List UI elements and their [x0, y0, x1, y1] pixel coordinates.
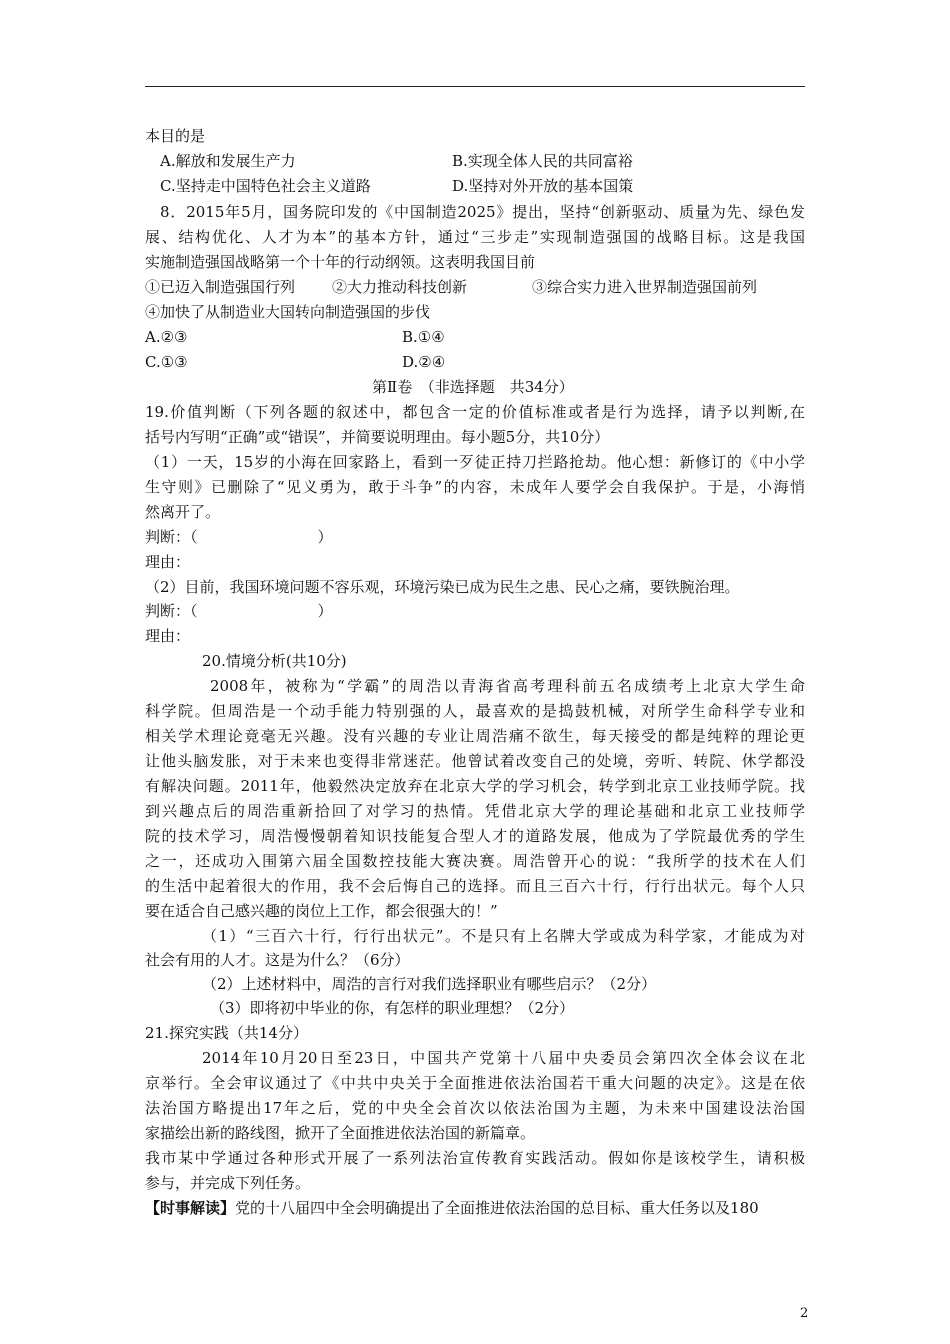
- q7-option-c: C.坚持走中国特色社会主义道路: [160, 177, 371, 195]
- q19-2-judge: [145, 604, 333, 619]
- q19-line-2: 括号内写明“正确”或“错误”，并简要说明理由。每小题5分，共10分）: [145, 428, 610, 446]
- q20-line-5: 有解决问题。2011年，他毅然决定放弃在北京大学的学习机会，转学到北京工业技师学院。找: [145, 777, 805, 795]
- current-affairs-tag: 【时事解读】: [145, 1199, 236, 1217]
- page-number: 2: [800, 1306, 809, 1321]
- q20-line-9: 的生活中起着很大的作用，我不会后悔自己的选择。而且三百六十行，行行出状元。每个人只: [145, 877, 805, 895]
- q21-p2-line-2: 参与，并完成下列任务。: [145, 1174, 311, 1192]
- q8-option-d: D.②④: [402, 353, 446, 371]
- q8-option-a: A.②③: [145, 328, 188, 346]
- q19-2-reason: 理由：: [145, 627, 191, 645]
- q20-line-10: 要在适合自己感兴趣的岗位上工作，都会很强大的！”: [145, 902, 498, 920]
- q19-p1-line-1: （1）一天，15岁的小海在回家路上，看到一歹徒正持刀拦路抢劫。他心想：新修订的《中小学: [145, 453, 805, 471]
- q20-sub3: （3）即将初中毕业的你，有怎样的职业理想？（2分）: [210, 999, 575, 1017]
- q20-sub1-line-2: 社会有用的人才。这是为什么？（6分）: [145, 951, 410, 969]
- judge-label: 判断：（: [145, 528, 198, 546]
- q8-item-3: ③综合实力进入世界制造强国前列: [532, 278, 758, 296]
- header-rule: [145, 86, 805, 87]
- q7-tail: 本目的是: [145, 127, 206, 145]
- q19-p1-line-2: 生守则》已删除了“见义勇为，敢于斗争”的内容，未成年人要学会自我保护。于是，小海悄: [145, 478, 805, 496]
- q7-option-d: D.坚持对外开放的基本国策: [452, 177, 634, 195]
- q21-line-1: 2014年10月20日至23日，中国共产党第十八届中央委员会第四次全体会议在北: [202, 1049, 805, 1067]
- q19-p1-line-3: 然离开了。: [145, 503, 221, 521]
- q20-line-6: 到兴趣点后的周浩重新拾回了对学习的热情。凭借北京大学的理论基础和北京工业技师学: [145, 802, 805, 820]
- q19-line-1: 19.价值判断（下列各题的叙述中，都包含一定的价值标准或者是行为选择，请予以判断,在: [145, 403, 805, 421]
- q8-line-2: 展、结构优化、人才为本”的基本方针，通过“三步走”实现制造强国的战略目标。这是我国: [145, 228, 805, 246]
- q8-item-2: ②大力推动科技创新: [332, 278, 468, 296]
- q21-line-2: 京举行。全会审议通过了《中共中央关于全面推进依法治国若干重大问题的决定》。这是在依: [145, 1074, 805, 1092]
- current-affairs-text: 党的十八届四中全会明确提出了全面推进依法治国的总目标、重大任务以及180: [235, 1199, 759, 1217]
- q20-line-4: 让他头脑发胀，对于未来也变得非常迷茫。他曾试着改变自己的处境，旁听、转院、休学都没: [145, 752, 805, 770]
- judge-close: ）: [317, 602, 333, 620]
- q20-line-7: 院的技术学习，周浩慢慢朝着知识技能复合型人才的道路发展，他成为了学院最优秀的学生: [145, 827, 805, 845]
- q21-p2-line-1: 我市某中学通过各种形式开展了一系列法治宣传教育实践活动。假如你是该校学生，请积极: [145, 1149, 805, 1167]
- q20-title: 20.情境分析(共10分): [202, 652, 347, 670]
- section2-title: 第Ⅱ卷 （非选择题 共34分）: [372, 378, 574, 396]
- q21-line-3: 法治国方略提出17年之后，党的中央全会首次以依法治国为主题，为未来中国建设法治国: [145, 1099, 805, 1117]
- q8-line-1: 8．2015年5月，国务院印发的《中国制造2025》提出，坚持“创新驱动、质量为先、绿色发: [160, 203, 805, 221]
- q7-option-b: B.实现全体人民的共同富裕: [452, 152, 633, 170]
- q20-line-8: 之一，还成功入围第六届全国数控技能大赛决赛。周浩曾开心的说：“我所学的技术在人们: [145, 852, 805, 870]
- q20-sub1-line-1: （1）“三百六十行，行行出状元”。不是只有上名牌大学或成为科学家，才能成为对: [202, 927, 805, 945]
- q19-1-judge: [145, 530, 333, 545]
- q8-item-4: ④加快了从制造业大国转向制造强国的步伐: [145, 303, 431, 321]
- judge-close: ）: [317, 528, 333, 546]
- q19-p2: （2）目前，我国环境问题不容乐观，环境污染已成为民生之患、民心之痛，要铁腕治理。: [145, 578, 740, 596]
- q8-option-b: B.①④: [402, 328, 445, 346]
- q8-item-1: ①已迈入制造强国行列: [145, 278, 296, 296]
- q7-option-a: A.解放和发展生产力: [160, 152, 296, 170]
- q19-1-reason: 理由：: [145, 553, 191, 571]
- q20-line-3: 相关学术理论竟毫无兴趣。没有兴趣的专业让周浩痛不欲生，每天接受的都是纯粹的理论更: [145, 727, 805, 745]
- q8-option-c: C.①③: [145, 353, 188, 371]
- q20-sub2: （2）上述材料中，周浩的言行对我们选择职业有哪些启示？（2分）: [202, 975, 657, 993]
- q21-line-4: 家描绘出新的路线图，掀开了全面推进依法治国的新篇章。: [145, 1124, 536, 1142]
- q20-line-1: 2008年，被称为“学霸”的周浩以青海省高考理科前五名成绩考上北京大学生命: [210, 677, 805, 695]
- q21-title: 21.探究实践（共14分）: [145, 1024, 308, 1042]
- q20-line-2: 科学院。但周浩是一个动手能力特别强的人，最喜欢的是捣鼓机械，对所学生命科学专业和: [145, 702, 805, 720]
- judge-label: 判断：（: [145, 602, 198, 620]
- q8-line-3: 实施制造强国战略第一个十年的行动纲领。这表明我国目前: [145, 253, 536, 271]
- q21-current-affairs: [145, 1201, 759, 1216]
